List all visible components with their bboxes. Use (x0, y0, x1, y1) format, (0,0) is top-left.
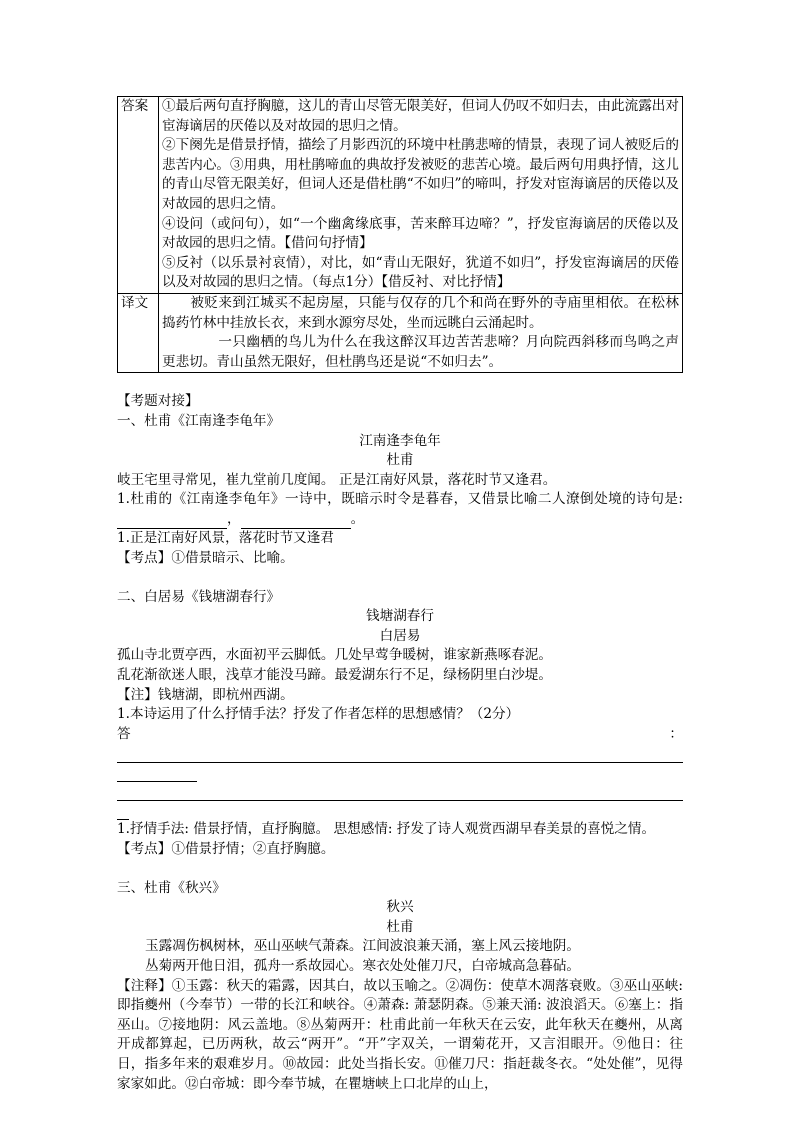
sec1-question: 1.杜甫的《江南逢李龟年》一诗中，既暗示时令是暮春，又借景比喻二人潦倒处境的诗句是:， 。 (117, 490, 683, 529)
sec2-answer-colon: ： (669, 725, 683, 742)
sec1-poem: 岐王宅里寻常见，崔九堂前几度闻。 正是江南好风景，落花时节又逢君。 (117, 471, 557, 488)
sec2-poem-title: 钱塘湖春行 (366, 608, 434, 625)
sec2-question: 1.本诗运用了什么抒情手法？抒发了作者怎样的思想感情？（2分） (117, 706, 520, 723)
translation-label: 译文 (118, 293, 159, 372)
sec3-poem-line-1: 玉露凋伤枫树林，巫山巫峡气萧森。江间波浪兼天涌，塞上风云接地阴。 (145, 938, 580, 955)
sec1-blank-2[interactable] (241, 514, 351, 529)
answer-label: 答案 (118, 97, 159, 294)
sec2-answer-prefix: 答 (117, 725, 131, 742)
sec2-author: 白居易 (379, 627, 421, 644)
sec2-poem-line-2: 乱花渐欲迷人眼，浅草才能没马蹄。最爱湖东行不足，绿杨阴里白沙堤。 (117, 667, 552, 684)
sec3-poem-title: 秋兴 (386, 899, 414, 916)
translation-line-2: 一只幽栖的鸟儿为什么在我这醉汉耳边苦苦悲啼？月向院西斜移而鸟鸣之声更悲切。青山虽然无限好，但杜鹃鸟还是说“不如归去”。 (162, 334, 679, 370)
translation-row (118, 293, 683, 372)
sec1-point: 【考点】①借景暗示、比喻。 (117, 550, 294, 567)
sec3-title: 三、杜甫《秋兴》 (117, 879, 226, 896)
answer-line-4: ⑤反衬（以乐景衬哀情），对比，如“青山无限好，犹道不如归”，抒发宦海谪居的厌倦以及对故园的思归之情。（每点1分）【借反衬、对比抒情】 (162, 254, 679, 291)
page (117, 96, 683, 1094)
sec2-answer-line-4[interactable] (117, 801, 129, 820)
sec2-answer: 1.抒情手法: 借景抒情，直抒胸臆。 思想感情: 抒发了诗人观赏西湖早春美景的喜悦之情。 (117, 821, 656, 838)
translation-line-1: 被贬来到江城买不起房屋，只能与仅存的几个和尚在野外的寺庙里相依。在松林捣药竹林中挂放长衣，来到水源穷尽处，坐而远眺白云涌起时。 (162, 294, 679, 331)
sec1-title: 一、杜甫《江南逢李龟年》 (117, 412, 281, 429)
sec2-answer-line-3[interactable] (117, 782, 683, 801)
answer-line-2: ②下阕先是借景抒情，描绘了月影西沉的环境中杜鹃悲啼的情景，表现了词人被贬后的悲苦内心。③用典，用杜鹃啼血的典故抒发被贬的悲苦心境。最后两句用典抒情，这儿的青山尽管无限美好，但词人还是借杜鹃“不如归”的啼叫，抒发对宦海谪居的厌倦以及对故园的思归之情。 (162, 137, 679, 212)
sec3-author: 杜甫 (386, 918, 414, 935)
sec2-poem-line-1: 孤山寺北贾亭西，水面初平云脚低。几处早莺争暖树，谁家新燕啄春泥。 (117, 647, 552, 664)
sec2-title: 二、白居易《钱塘湖春行》 (117, 588, 281, 605)
sec2-answer-line-2[interactable] (117, 763, 197, 782)
spacer (117, 569, 683, 588)
section-heading: 【考题对接】 (117, 393, 199, 410)
sec1-author: 杜甫 (386, 452, 414, 469)
answer-cell (159, 97, 683, 294)
sec2-note: 【注】钱塘湖，即杭州西湖。 (117, 686, 294, 703)
sec2-point: 【考点】①借景抒情；②直抒胸臆。 (117, 841, 335, 857)
spacer (117, 373, 683, 392)
sec2-answer-line-1[interactable] (117, 744, 683, 763)
sec3-poem-line-2: 丛菊两开他日泪，孤舟一系故园心。寒衣处处催刀尺，白帝城高急暮砧。 (145, 957, 580, 974)
spacer (117, 860, 683, 879)
answer-table (117, 96, 683, 373)
answer-row (118, 97, 683, 294)
sec2-answer-label-row (117, 725, 683, 745)
sec1-answer: 1.正是江南好风景，落花时节又逢君 (117, 530, 334, 547)
sec1-poem-title: 江南逢李龟年 (359, 432, 441, 449)
sec3-notes: 【注释】①玉露：秋天的霜露，因其白，故以玉喻之。②凋伤：使草木凋落衰败。③巫山巫峡: 即指夔州（今奉节）一带的长江和峡谷。④萧森: 萧瑟阴森。⑤兼天涌: 波浪滔天。⑥塞上：指巫山。⑦接地阴：风云盖地。⑧丛菊两开：杜甫此前一年秋天在云安，此年秋天在夔州，从离开成都算起，已历两秋，故云“两开”。“开”字双关，一谓菊花开，又言泪眼开。⑨他日：往日，指多年来的艰难岁月。⑩故园：此处当指长安。⑪催刀尺：指赶裁冬衣。“处处催”，见得家家如此。⑫白帝城：即今奉节城，在瞿塘峡上口北岸的山上， (117, 977, 683, 1092)
answer-line-1: ①最后两句直抒胸臆，这儿的青山尽管无限美好，但词人仍叹不如归去，由此流露出对宦海谪居的厌倦以及对故园的思归之情。 (162, 98, 679, 134)
sec1-blank-1[interactable] (117, 514, 227, 529)
translation-cell (159, 293, 683, 372)
answer-line-3: ④设问（或问句），如“一个幽禽缘底事，苦来醉耳边啼？”，抒发宦海谪居的厌倦以及对故园的思归之情。【借问句抒情】 (162, 215, 679, 252)
